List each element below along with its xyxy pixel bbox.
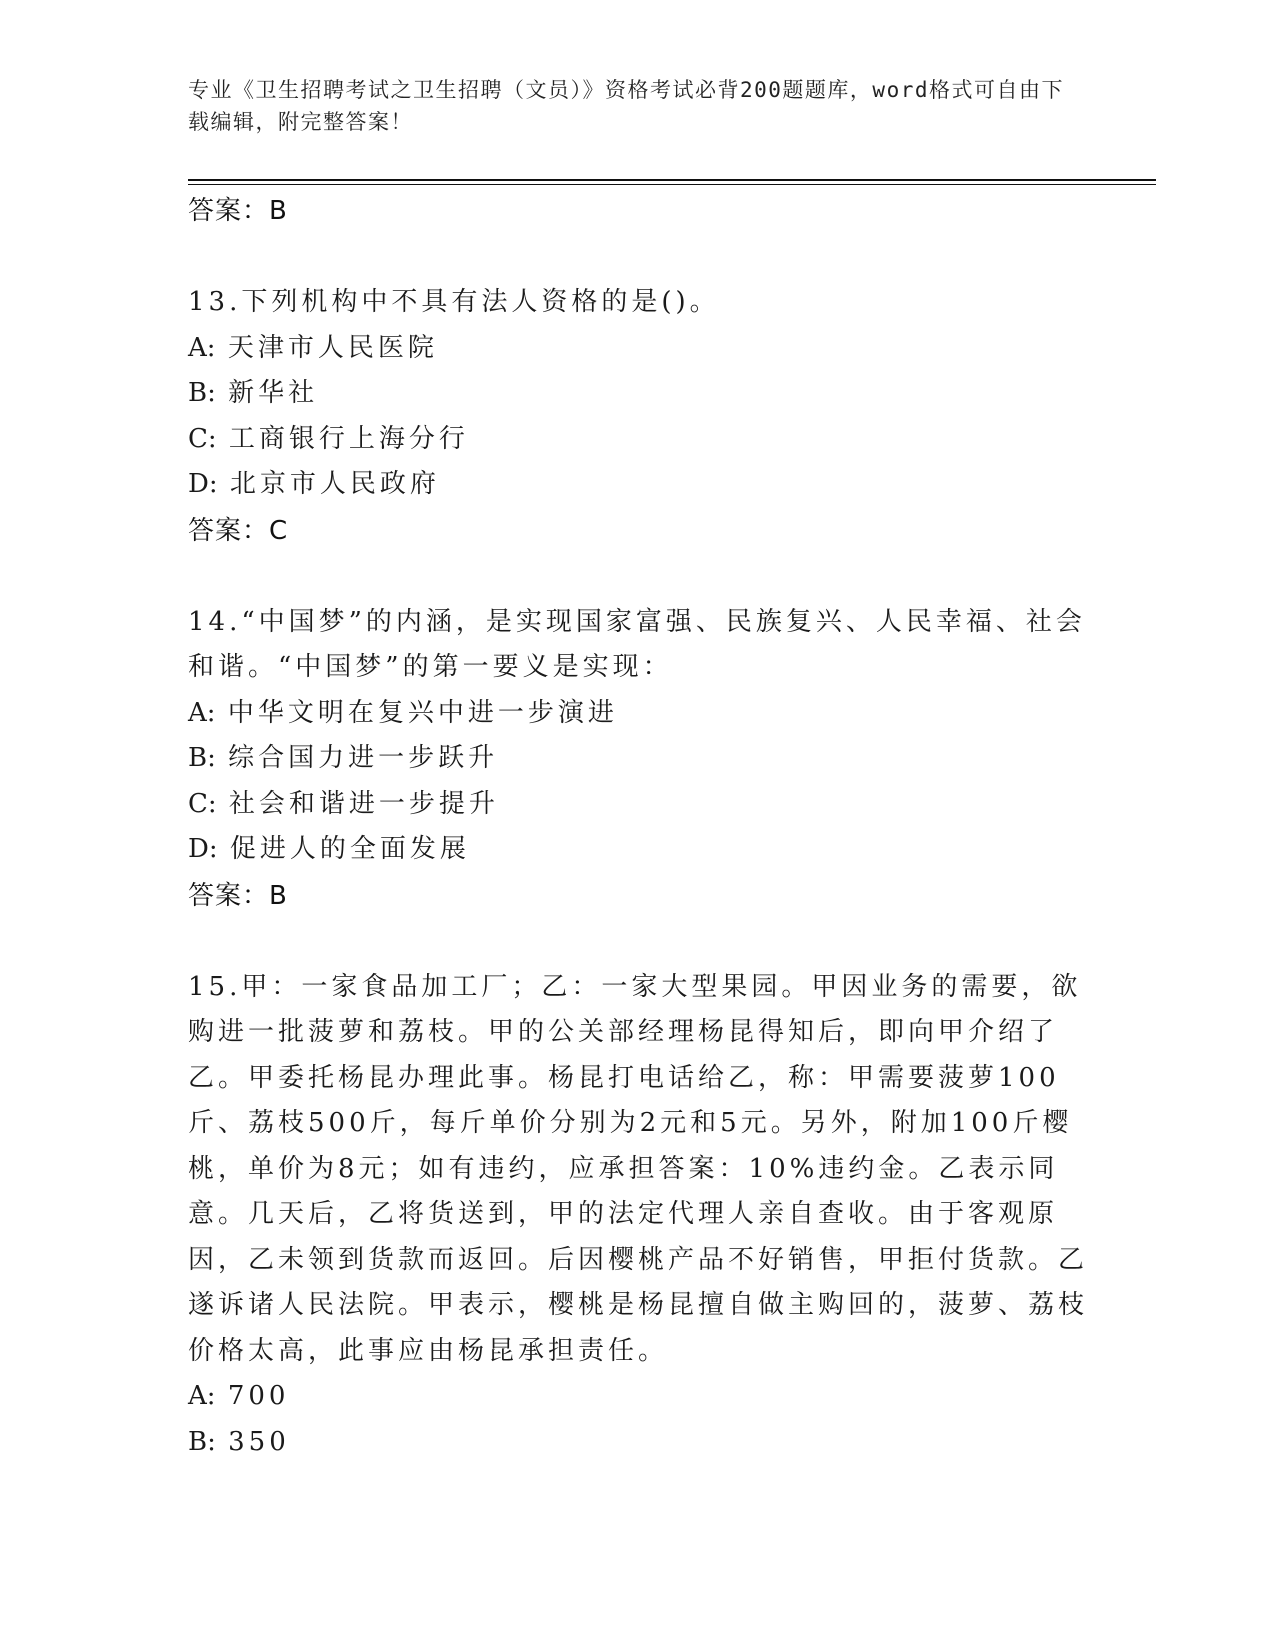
option-key: C:: [188, 423, 217, 454]
option-text: 天津市人民医院: [227, 332, 438, 363]
answer-line: 答案：B: [188, 880, 288, 911]
option-key: B:: [188, 1426, 216, 1457]
option-key: A:: [188, 1381, 216, 1411]
option-d: [188, 462, 1088, 508]
option-a: [188, 1374, 1088, 1420]
header-rule-thin: [188, 184, 1156, 185]
question-block: [188, 280, 1088, 554]
option-key: C:: [188, 788, 217, 819]
option-key: D:: [188, 469, 218, 499]
option-key: D:: [188, 834, 218, 864]
option-text: 促进人的全面发展: [229, 834, 470, 864]
option-d: [188, 827, 1088, 873]
question-stem: 13.下列机构中不具有法人资格的是()。: [188, 287, 720, 317]
option-text: 综合国力进一步跃升: [228, 743, 499, 773]
question-stem: 15.甲：一家食品加工厂；乙：一家大型果园。甲因业务的需要，欲购进一批菠萝和荔枝。甲的公关部经理杨昆得知后，即向甲介绍了乙。甲委托杨昆办理此事。杨昆打电话给乙，称：甲需要菠萝100斤、荔枝500斤，每斤单价分别为2元和5元。另外，附加100斤樱桃，单价为8元；如有违约，应承担答案：10%违约金。乙表示同意。几天后，乙将货送到，甲的法定代理人亲自查收。由于客观原因，乙未领到货款而返回。后因樱桃产品不好销售，甲拒付货款。乙遂诉诸人民法院。甲表示，樱桃是杨昆擅自做主购回的，菠萝、荔枝价格太高，此事应由杨昆承担责任。: [188, 971, 1089, 1366]
spacer: [188, 919, 1088, 965]
question-block: [188, 600, 1088, 919]
option-b: [188, 736, 1088, 782]
question-stem: 14.“中国梦”的内涵，是实现国家富强、民族复兴、人民幸福、社会和谐。“中国梦”的第一要义是实现：: [188, 606, 1086, 682]
option-key: B:: [188, 743, 216, 773]
option-a: [188, 326, 1088, 372]
document-header: 专业《卫生招聘考试之卫生招聘（文员）》资格考试必背200题题库，word格式可自由下载编辑，附完整答案！: [188, 78, 1064, 134]
answer-line: 答案：C: [188, 515, 289, 546]
question-block: [188, 965, 1088, 1466]
document-body: [188, 188, 1088, 1465]
spacer: [188, 234, 1088, 280]
option-c: [188, 782, 1088, 828]
option-a: [188, 691, 1088, 737]
option-b: [188, 371, 1088, 417]
option-text: 社会和谐进一步提升: [228, 788, 499, 819]
answer-line: 答案：B: [188, 196, 288, 226]
option-key: A:: [188, 697, 216, 728]
option-text: 350: [228, 1426, 290, 1457]
option-text: 新华社: [228, 378, 319, 408]
option-b: [188, 1420, 1088, 1466]
option-key: B:: [188, 378, 216, 408]
option-text: 中华文明在复兴中进一步演进: [227, 697, 618, 728]
option-text: 700: [227, 1381, 290, 1411]
spacer: [188, 554, 1088, 600]
option-key: A:: [188, 332, 216, 363]
header-rule-thick: [188, 179, 1156, 181]
option-text: 工商银行上海分行: [228, 423, 469, 454]
option-c: [188, 417, 1088, 463]
option-text: 北京市人民政府: [229, 469, 440, 499]
